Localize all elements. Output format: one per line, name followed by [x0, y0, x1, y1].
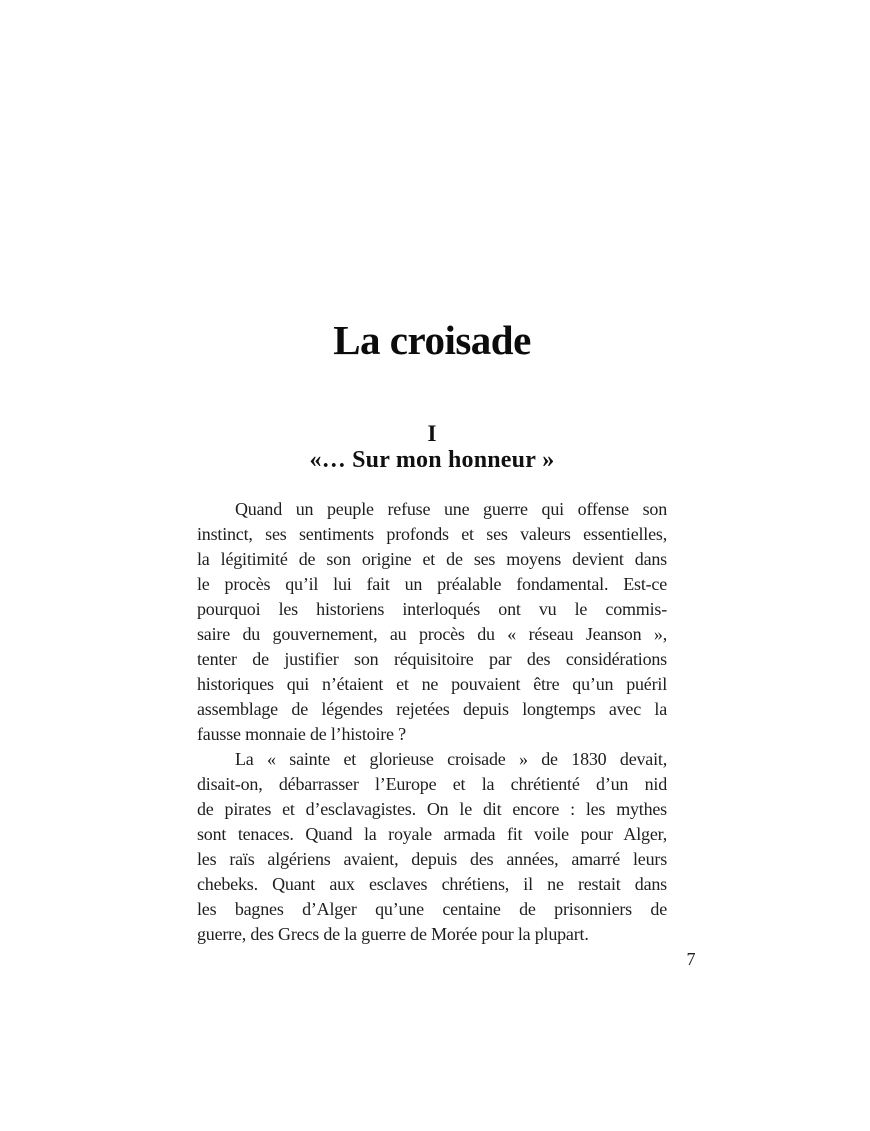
body-line: instinct, ses sentiments profonds et ses valeurs essentielles, — [197, 524, 667, 544]
page-number: 7 — [686, 949, 696, 969]
page-title: La croisade — [333, 317, 531, 363]
body-line: les raïs algériens avaient, depuis des années, amarré leurs — [197, 849, 667, 869]
body-line: sont tenaces. Quand la royale armada fit voile pour Alger, — [197, 824, 667, 844]
body-line: Quand un peuple refuse une guerre qui offense son — [235, 499, 667, 519]
body-line: le procès qu’il lui fait un préalable fondamental. Est-ce — [197, 574, 667, 594]
body-line: saire du gouvernement, au procès du « réseau Jeanson », — [197, 624, 667, 644]
body-line: historiques qui n’étaient et ne pouvaient être qu’un puéril — [197, 674, 667, 694]
body-line: guerre, des Grecs de la guerre de Morée pour la plupart. — [197, 924, 589, 944]
body-line: disait-on, débarrasser l’Europe et la chrétienté d’un nid — [197, 774, 667, 794]
body-line: fausse monnaie de l’histoire ? — [197, 724, 406, 744]
body-line: les bagnes d’Alger qu’une centaine de prisonniers de — [197, 899, 667, 919]
body-line: La « sainte et glorieuse croisade » de 1830 devait, — [235, 749, 667, 769]
body-line: pourquoi les historiens interloqués ont vu le commis- — [197, 599, 667, 619]
body-line: tenter de justifier son réquisitoire par des considérations — [197, 649, 667, 669]
chapter-subtitle: «… Sur mon honneur » — [309, 447, 555, 473]
body-line: de pirates et d’esclavagistes. On le dit encore : les mythes — [197, 799, 667, 819]
body-text — [197, 497, 667, 947]
body-line: assemblage de légendes rejetées depuis longtemps avec la — [197, 699, 667, 719]
body-line: la légitimité de son origine et de ses moyens devient dans — [197, 549, 667, 569]
chapter-number: I — [427, 421, 437, 446]
body-line: chebeks. Quant aux esclaves chrétiens, il ne restait dans — [197, 874, 667, 894]
